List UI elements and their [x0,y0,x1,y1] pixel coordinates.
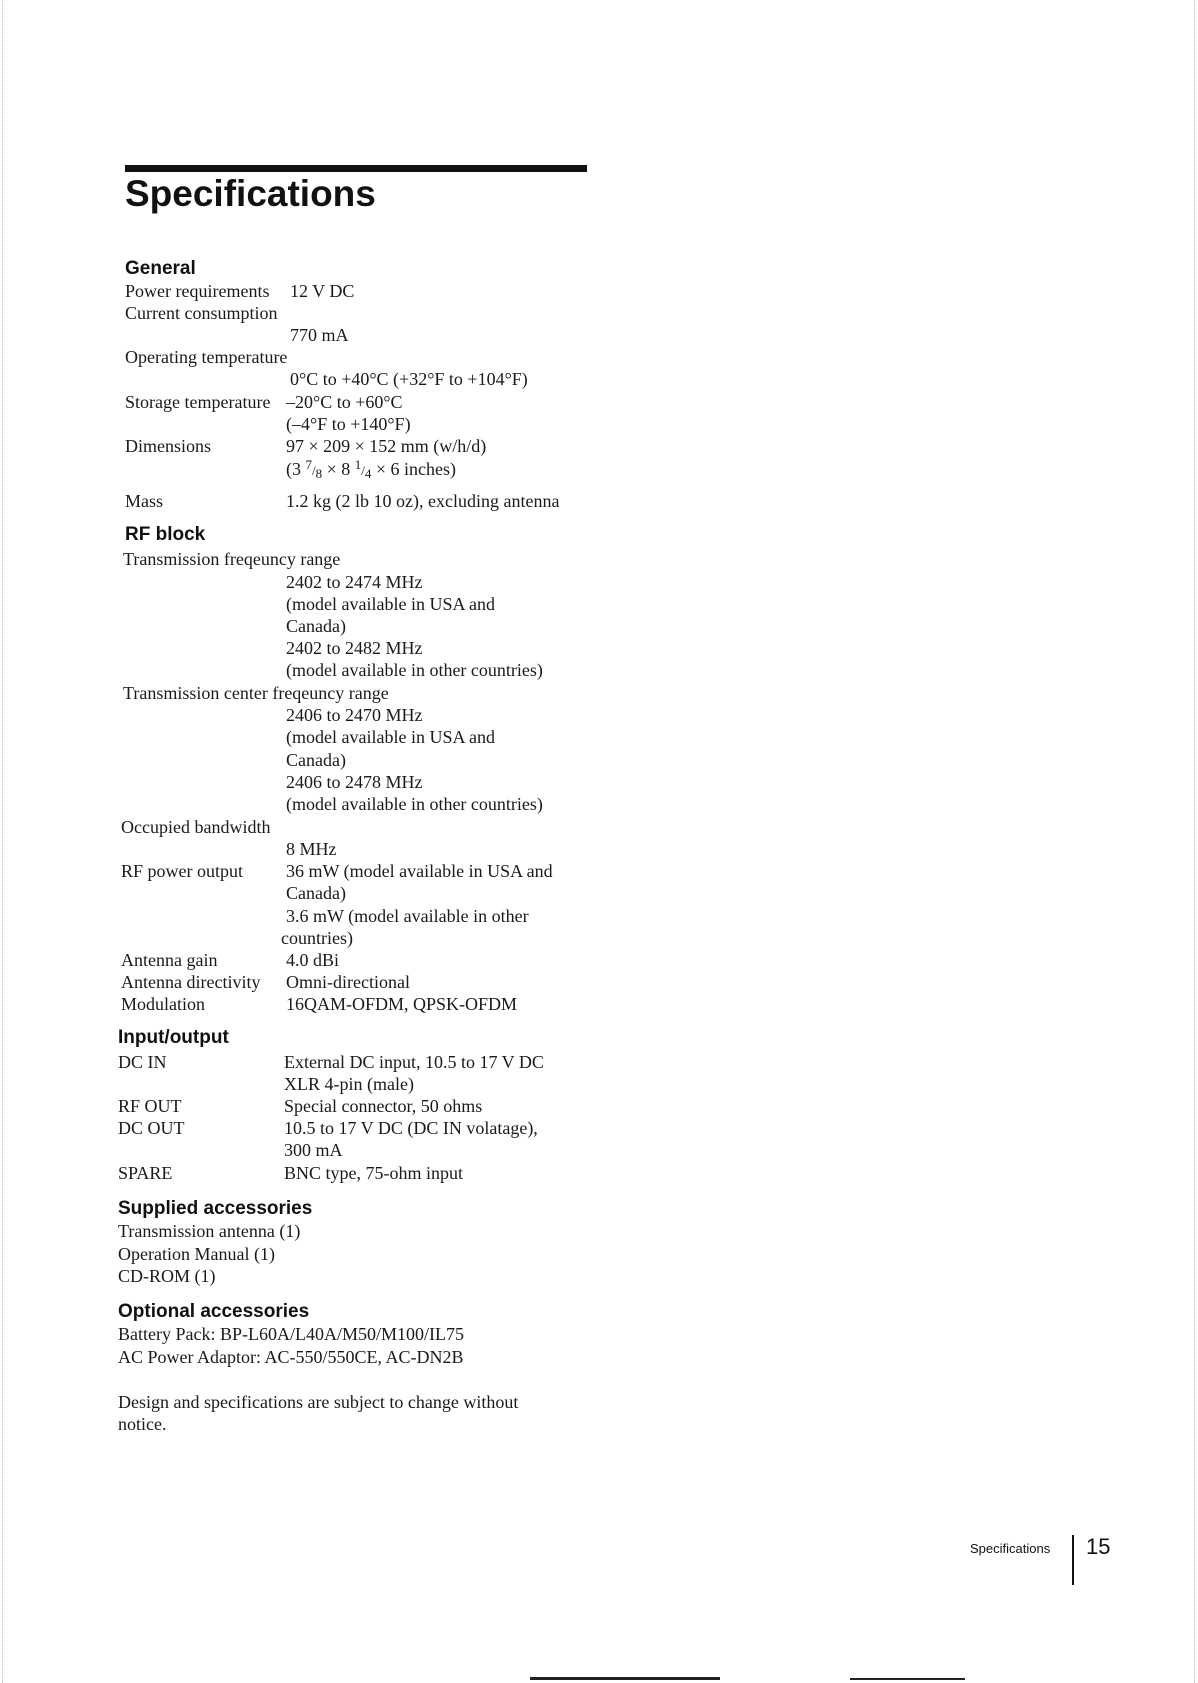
page-title: Specifications [125,173,376,214]
general-heading: General [125,258,196,279]
stortemp-value-2: (–4°F to +140°F) [286,414,411,434]
left-page-edge [2,0,3,1683]
rfout-value: Special connector, 50 ohms [284,1096,483,1116]
rfout-label: RF OUT [118,1096,182,1116]
tcfr-value-3: Canada) [286,750,346,770]
rf-power-value-2: Canada) [286,883,346,903]
optional-heading: Optional accessories [118,1301,310,1322]
dcin-label: DC IN [118,1052,167,1072]
supplied-item: Operation Manual (1) [118,1244,275,1264]
tfr-label: Transmission freqeuncy range [123,549,341,569]
rf-power-label: RF power output [121,861,244,881]
rf-power-value-3: 3.6 mW (model available in other [286,906,529,926]
dim-inch-c: × 6 inches) [375,459,457,479]
scan-artifact [850,1678,965,1680]
footer-section: Specifications [970,1541,1051,1556]
tfr-value-4: 2402 to 2482 MHz [286,638,423,658]
io-heading: Input/output [118,1027,229,1048]
antenna-directivity-value: Omni-directional [286,972,410,992]
tcfr-value-1: 2406 to 2470 MHz [286,705,423,725]
antenna-gain-label: Antenna gain [121,950,218,970]
power-label: Power requirements [125,281,270,301]
modulation-value: 16QAM-OFDM, QPSK-OFDM [286,994,518,1014]
note-line-2: notice. [118,1414,167,1434]
stortemp-value-1: –20°C to +60°C [286,392,403,412]
dim-inch-a: (3 [286,459,301,479]
fraction-seven-eighths: 7/8 [305,457,323,481]
dimensions-value-2 [286,458,456,482]
current-label: Current consumption [125,303,278,323]
scan-artifact [530,1677,720,1680]
tcfr-value-5: (model available in other countries) [286,794,543,814]
optemp-value: 0°C to +40°C (+32°F to +104°F) [290,369,528,389]
supplied-heading: Supplied accessories [118,1198,313,1219]
rf-power-value-4: countries) [281,928,353,948]
note-line-1: Design and specifications are subject to change without [118,1392,519,1412]
supplied-item: CD-ROM (1) [118,1266,216,1286]
spare-label: SPARE [118,1163,173,1183]
mass-value: 1.2 kg (2 lb 10 oz), excluding antenna [286,491,560,511]
current-value: 770 mA [290,325,349,345]
rf-heading: RF block [125,524,206,545]
bandwidth-label: Occupied bandwidth [121,817,271,837]
dcout-value-2: 300 mA [284,1140,343,1160]
spare-value: BNC type, 75-ohm input [284,1163,463,1183]
mass-label: Mass [125,491,164,511]
modulation-label: Modulation [121,994,205,1014]
tcfr-label: Transmission center freqeuncy range [123,683,389,703]
optional-adaptor: AC Power Adaptor: AC-550/550CE, AC-DN2B [118,1347,464,1367]
power-value: 12 V DC [290,281,355,301]
tfr-value-2: (model available in USA and [286,594,495,614]
page-number: 15 [1086,1534,1111,1559]
bandwidth-value: 8 MHz [286,839,337,859]
tcfr-value-2: (model available in USA and [286,727,495,747]
optional-battery: Battery Pack: BP-L60A/L40A/M50/M100/IL75 [118,1324,464,1344]
dcin-value-1: External DC input, 10.5 to 17 V DC [284,1052,544,1072]
tfr-value-1: 2402 to 2474 MHz [286,572,423,592]
dcout-label: DC OUT [118,1118,185,1138]
right-page-edge [1194,0,1195,1683]
antenna-directivity-label: Antenna directivity [121,972,261,992]
footer-divider [1072,1535,1074,1585]
fraction-one-quarter: 1/4 [354,457,372,481]
dimensions-value-1: 97 × 209 × 152 mm (w/h/d) [286,436,487,456]
dim-inch-b: × 8 [326,459,351,479]
tfr-value-5: (model available in other countries) [286,660,543,680]
tcfr-value-4: 2406 to 2478 MHz [286,772,423,792]
dcout-value-1: 10.5 to 17 V DC (DC IN volatage), [284,1118,538,1138]
supplied-item: Transmission antenna (1) [118,1221,301,1241]
stortemp-label: Storage temperature [125,392,271,412]
dimensions-label: Dimensions [125,436,212,456]
rf-power-value-1: 36 mW (model available in USA and [286,861,553,881]
tfr-value-3: Canada) [286,616,346,636]
dcin-value-2: XLR 4-pin (male) [284,1074,414,1094]
antenna-gain-value: 4.0 dBi [286,950,340,970]
optemp-label: Operating temperature [125,347,288,367]
